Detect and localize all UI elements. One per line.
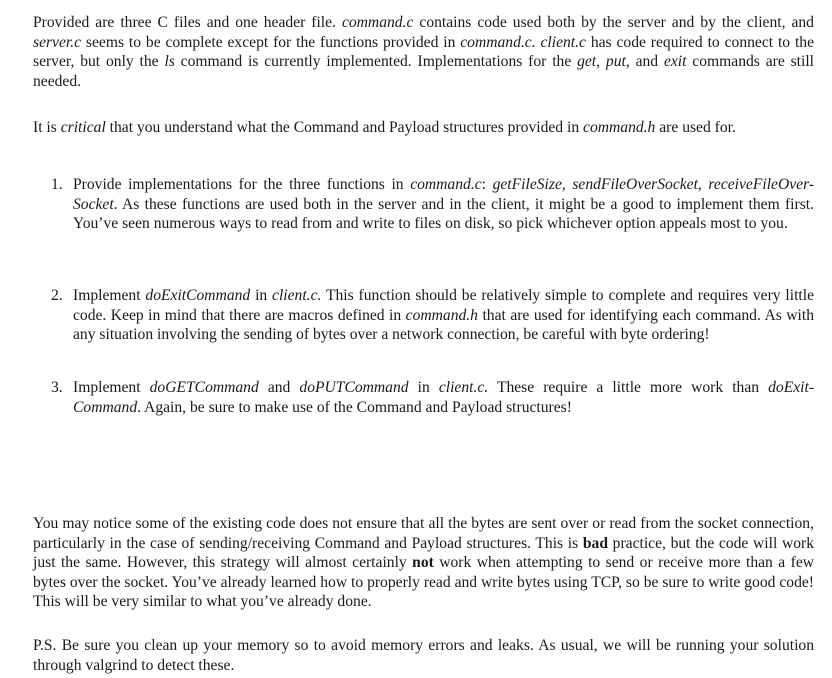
- task-item-1: [51, 175, 814, 234]
- task-text: Provide implementations for the three functions in command.c: getFileSize, sendFileOverSocket, receiveFileOver-Socket. As these functions are used both in the server and in the client, it might be a good to implement them first. You’ve seen numerous ways to read from and write to files on disk, so pick whichever option appeals most to you.: [73, 176, 815, 233]
- function-doexitcommand: doExit-Command: [73, 379, 815, 416]
- function-sendfileoversocket: sendFileOverSocket: [572, 176, 698, 193]
- critical-emphasis: critical: [60, 119, 106, 136]
- function-doputcommand: doPUTCommand: [299, 379, 409, 396]
- filename-command-h: command.h: [583, 119, 656, 136]
- critical-paragraph: It is critical that you understand what the Command and Payload structures provided in command.h are used for.: [33, 119, 736, 136]
- function-receivefileoversocket: receiveFileOver-Socket: [73, 176, 815, 213]
- task-item-3: [51, 378, 814, 417]
- task-text: Implement doGETCommand and doPUTCommand in client.c. These require a little more work than doExit-Command. Again, be sure to make use of the Command and Payload structures!: [73, 379, 815, 416]
- socket-note-paragraph: You may notice some of the existing code does not ensure that all the bytes are sent over or read from the socket connection, particularly in the case of sending/receiving Command and Payload structures. This is bad practice, but the code will work just the same. However, this strategy will almost certainly not work when attempting to send or receive more than a few bytes over the socket. You’ve already learned how to properly read and write bytes using TCP, so be sure to write good code! This will be very similar to what you’ve already done.: [33, 515, 815, 611]
- filename-client-c: client.c.: [438, 379, 489, 396]
- command-exit: exit: [663, 53, 687, 71]
- ps-paragraph: P.S. Be sure you clean up your memory so to avoid memory errors and leaks. As usual, we will be running your solution through valgrind to detect these.: [33, 637, 814, 674]
- task-number: 2.: [51, 287, 63, 304]
- task-number: 3.: [51, 379, 63, 396]
- intro-paragraph: Provided are three C files and one header file. command.c contains code used both by the server and by the client, and server.c seems to be complete except for the functions provided in command.c. client.c has code required to connect to the server, but only the ls command is currently implemented. Implementations for the get, put, and exit commands are still needed.: [33, 14, 814, 90]
- task-item-2: [51, 286, 814, 345]
- command-put: put: [605, 53, 626, 71]
- not-emphasis: not: [412, 554, 434, 572]
- filename-command-c: command.c: [341, 14, 414, 31]
- filename-command-c: command.c.: [460, 33, 536, 51]
- filename-command-h: command.h: [405, 306, 478, 324]
- filename-client-c: client.c.: [272, 287, 322, 304]
- function-dogetcommand: doGETCommand: [149, 379, 259, 396]
- bad-emphasis: bad: [582, 534, 609, 552]
- filename-command-c: command.c: [410, 176, 482, 193]
- task-text: Implement doExitCommand in client.c. This function should be relatively simple to complete and requires very little code. Keep in mind that there are macros defined in command.h that are used for identifying each command. As with any situation involving the sending of bytes over a network connection, be careful with byte ordering!: [73, 287, 814, 344]
- filename-server-c: server.c: [33, 33, 82, 51]
- task-number: 1.: [51, 176, 63, 193]
- function-getfilesize: getFileSize: [492, 176, 562, 193]
- command-get: get: [577, 53, 597, 71]
- function-doexitcommand: doExitCommand: [145, 287, 251, 304]
- filename-client-c: client.c: [540, 33, 586, 51]
- command-ls: ls: [164, 53, 175, 71]
